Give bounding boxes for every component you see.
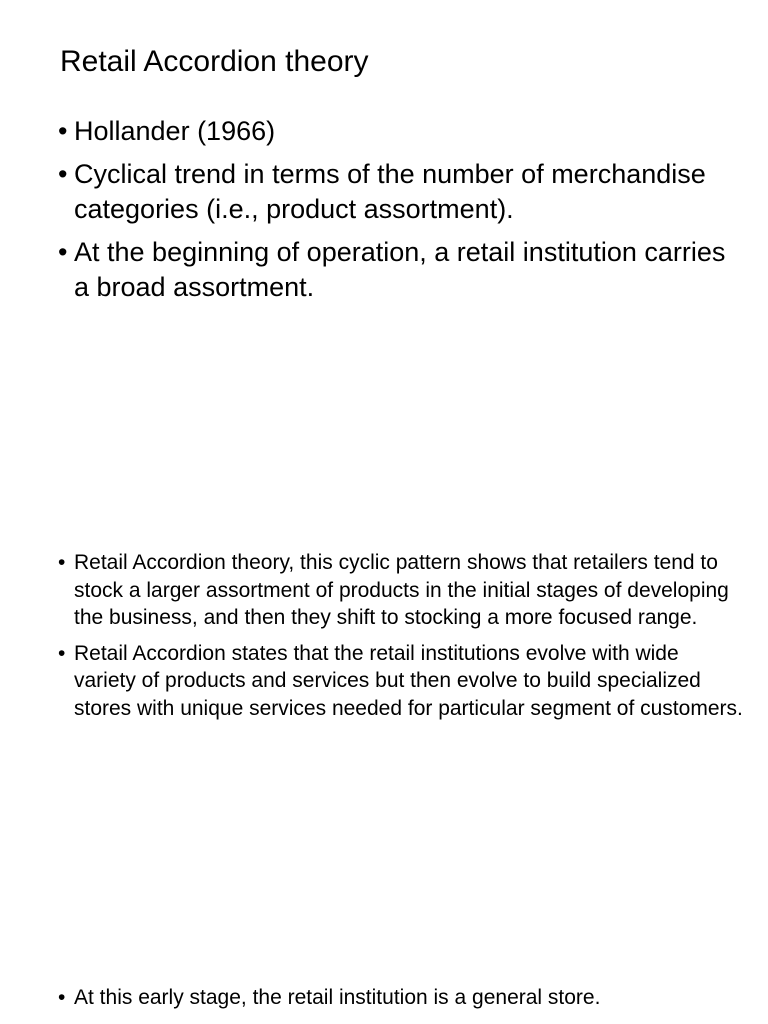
bullet-list (58, 984, 744, 1012)
bullet-text: At this early stage, the retail institution is a general store. (74, 986, 601, 1009)
bullet-dot: • (58, 237, 68, 267)
bullet-text: Retail Accordion theory, this cyclic pattern shows that retailers tend to stock a larger assortment of products in the initial stages of developing the business, and then they shift to stocking a more focused range. (74, 551, 729, 629)
bullet-dot: • (58, 551, 66, 574)
list-item (58, 114, 744, 149)
list-item (58, 235, 744, 305)
bullet-text: Cyclical trend in terms of the number of merchandise categories (i.e., product assortment). (74, 159, 706, 224)
bullet-dot: • (58, 986, 66, 1009)
slide-title: Retail Accordion theory (60, 45, 369, 78)
bullet-text: Retail Accordion states that the retail institutions evolve with wide variety of products and services but then evolve to build specialized stores with unique services needed for particular segment of customers. (74, 641, 743, 720)
bullet-dot: • (58, 116, 68, 146)
bullet-text: Hollander (1966) (74, 116, 276, 146)
bullet-dot: • (58, 641, 66, 665)
bullet-list (58, 114, 744, 313)
list-item (58, 157, 744, 227)
slide-3 (0, 952, 768, 1024)
bullet-text: At the beginning of operation, a retail institution carries a broad assortment. (74, 237, 726, 302)
list-item (58, 549, 744, 632)
bullet-list (58, 549, 744, 730)
list-item (58, 984, 744, 1012)
bullet-dot: • (58, 159, 68, 189)
slide-2 (0, 512, 768, 952)
list-item (58, 640, 744, 723)
